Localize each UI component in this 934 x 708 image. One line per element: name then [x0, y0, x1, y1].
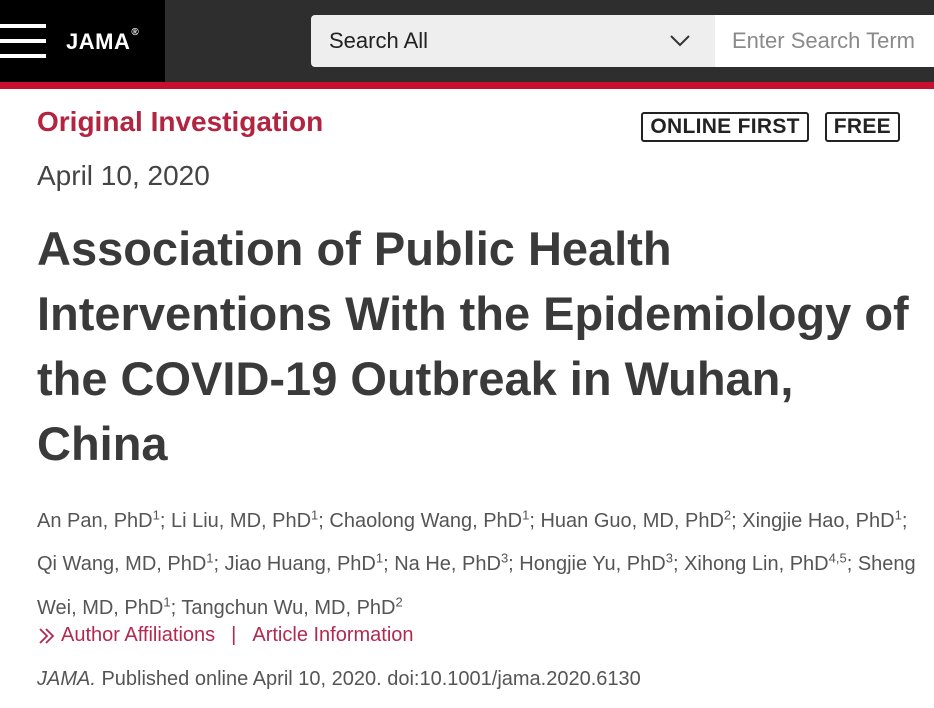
author-entry[interactable]: [742, 507, 908, 532]
author-affiliation-number: 1: [163, 594, 171, 610]
author-affiliation-number: 1: [894, 507, 902, 522]
author-separator: ;: [213, 553, 225, 576]
author-name: An Pan, PhD: [37, 509, 153, 532]
author-affiliation-number: 3: [500, 550, 509, 566]
search-scope-dropdown[interactable]: [311, 15, 715, 67]
author-name: Tangchun Wu, MD, PhD: [181, 596, 396, 619]
author-entry[interactable]: [224, 550, 395, 576]
brand-accent-bar: [0, 82, 934, 89]
author-affiliation-number: 3: [665, 550, 673, 566]
author-list: [37, 496, 917, 627]
double-chevron-right-icon[interactable]: [37, 627, 57, 645]
search-scope-label: Search All: [329, 28, 429, 53]
author-entry[interactable]: [519, 550, 685, 576]
author-affiliation-number: 1: [522, 507, 530, 522]
author-separator: ;: [672, 553, 685, 576]
article-badges: [641, 112, 900, 142]
author-name: Xingjie Hao, PhD: [742, 509, 895, 532]
author-separator: ;: [159, 509, 171, 532]
jama-logo[interactable]: JAMA®: [66, 27, 140, 54]
author-separator: ;: [170, 596, 182, 619]
author-name: Li Liu, MD, PhD: [170, 509, 312, 532]
author-affiliation-number: 2: [395, 594, 403, 610]
author-affiliation-number: 1: [375, 550, 384, 566]
author-separator: ;: [846, 553, 858, 576]
author-name: Sheng Wei, MD, PhD: [37, 553, 916, 619]
author-affiliation-number: 1: [206, 550, 214, 566]
top-navigation-bar: [0, 0, 934, 82]
article-meta-links: [37, 624, 414, 647]
author-separator: ;: [529, 509, 541, 532]
free-badge: FREE: [825, 112, 900, 142]
author-entry[interactable]: [181, 594, 403, 619]
article-title: Association of Public Health Interventions With the Epidemiology of the COVID-19 Outbreak in Wuhan, China: [37, 222, 909, 470]
article-information-link[interactable]: Article Information: [252, 624, 414, 646]
author-entry[interactable]: [540, 507, 743, 532]
author-entry[interactable]: [684, 550, 858, 576]
journal-name: JAMA.: [37, 668, 96, 690]
author-separator: ;: [731, 509, 743, 532]
registered-mark: ®: [131, 27, 140, 38]
citation-line: [37, 668, 641, 691]
author-affiliation-number: 4,5: [828, 550, 847, 566]
author-entry[interactable]: [329, 507, 541, 532]
search-input[interactable]: [715, 15, 934, 67]
author-name: Hongjie Yu, PhD: [519, 553, 666, 576]
article-category[interactable]: Original Investigation: [37, 106, 324, 137]
chevron-down-icon: [669, 29, 691, 51]
author-affiliation-number: 1: [152, 507, 160, 522]
online-first-badge: ONLINE FIRST: [641, 112, 808, 142]
author-entry[interactable]: [394, 550, 520, 576]
author-name: Huan Guo, MD, PhD: [540, 509, 724, 532]
menu-icon[interactable]: [0, 24, 46, 60]
author-entry[interactable]: [170, 507, 330, 532]
author-name: Xihong Lin, PhD: [684, 553, 829, 576]
author-affiliations-link[interactable]: Author Affiliations: [61, 624, 216, 646]
author-name: Na He, PhD: [394, 553, 501, 576]
author-name: Chaolong Wang, PhD: [329, 509, 523, 532]
author-affiliation-number: 1: [311, 507, 319, 522]
author-entry[interactable]: [37, 550, 225, 576]
link-separator: |: [231, 624, 237, 646]
author-entry[interactable]: [37, 507, 171, 532]
publication-date: April 10, 2020: [37, 160, 210, 191]
brand-block: [0, 0, 165, 82]
citation-details: Published online April 10, 2020. doi:10.1001/jama.2020.6130: [95, 668, 641, 690]
author-name: Qi Wang, MD, PhD: [37, 553, 207, 576]
author-affiliation-number: 2: [723, 507, 732, 522]
author-separator: ;: [901, 509, 908, 532]
author-separator: ;: [383, 553, 395, 576]
author-name: Jiao Huang, PhD: [224, 553, 376, 576]
author-separator: ;: [318, 509, 330, 532]
author-separator: ;: [508, 553, 520, 576]
